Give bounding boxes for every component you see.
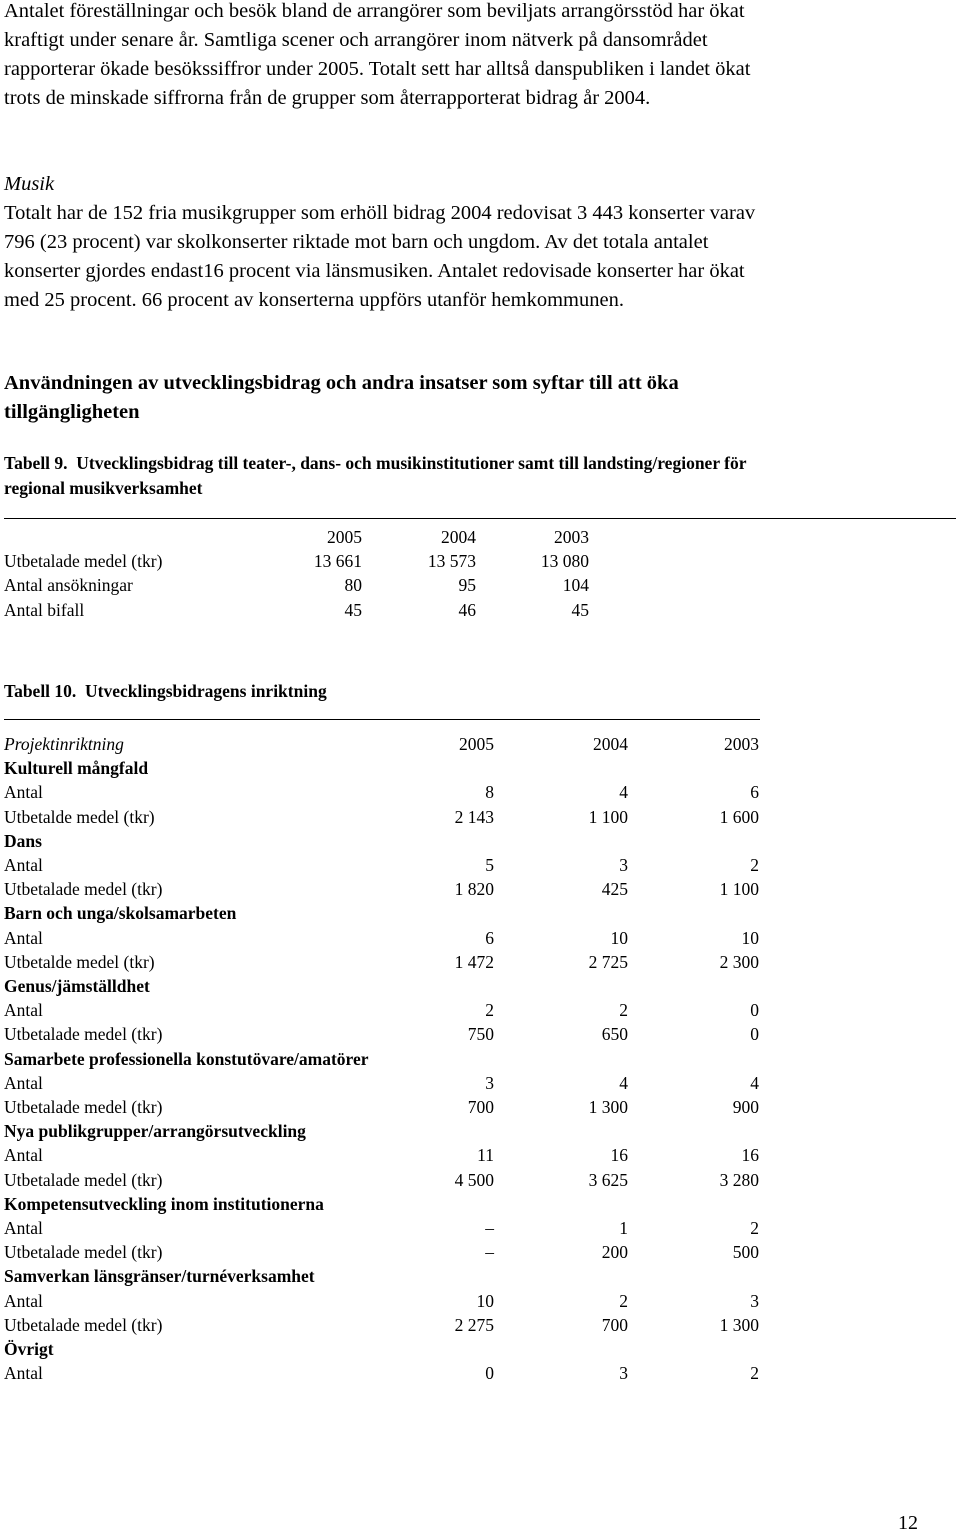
table-cell: 2 <box>485 1000 494 1021</box>
table9-caption <box>4 451 954 501</box>
table-cell: 750 <box>467 1024 494 1045</box>
musik-heading: Musik <box>4 173 55 195</box>
row-label: Antal <box>4 927 43 948</box>
table9 <box>4 525 589 622</box>
row-label: Utbetalade medel (tkr) <box>4 1242 163 1263</box>
table-cell: 95 <box>458 575 476 596</box>
table-row <box>4 549 589 573</box>
table-cell: 5 <box>485 855 494 876</box>
group-heading: Övrigt <box>4 1339 54 1360</box>
group-heading: Genus/jämställdhet <box>4 976 150 997</box>
intro-line: trots de minskade siffrorna från de grupper som återrapporterat bidrag år 2004. <box>4 87 651 109</box>
group-heading: Barn och unga/skolsamarbeten <box>4 903 237 924</box>
table10-label: Tabell 10. <box>4 681 77 701</box>
table-cell: 104 <box>562 575 589 596</box>
table-cell: 2 725 <box>588 951 628 972</box>
table9-title: Utvecklingsbidrag till teater-, dans- och musikinstitutioner samt till landsting/regioner för <box>76 453 747 473</box>
table-cell: 0 <box>485 1363 494 1384</box>
table-cell: 10 <box>610 927 628 948</box>
group-row <box>4 756 759 780</box>
table-header-cell <box>4 525 254 549</box>
table-cell: 6 <box>485 927 494 948</box>
table-cell: 3 280 <box>719 1169 759 1190</box>
table-cell: 16 <box>741 1145 759 1166</box>
group-heading: Kulturell mångfald <box>4 758 149 779</box>
table-cell: 2 <box>619 1290 628 1311</box>
group-heading: Samverkan länsgränser/turnéverksamhet <box>4 1266 315 1287</box>
row-label: Antal <box>4 855 43 876</box>
table-row <box>4 1071 759 1095</box>
row-label: Utbetalde medel (tkr) <box>4 806 155 827</box>
table-cell: 13 573 <box>427 551 476 572</box>
section-heading-line: Användningen av utvecklingsbidrag och andra insatser som syftar till att öka <box>4 372 679 394</box>
group-heading: Samarbete professionella konstutövare/amatörer <box>4 1048 369 1069</box>
row-label: Antal <box>4 1363 43 1384</box>
intro-line: Antalet föreställningar och besök bland de arrangörer som beviljats arrangörsstöd har ökat <box>4 0 745 22</box>
table-cell: 1 100 <box>588 806 628 827</box>
table-cell: 2 300 <box>719 951 759 972</box>
row-label: Antal bifall <box>4 599 85 620</box>
table-cell: 900 <box>732 1097 759 1118</box>
table-row <box>4 1289 759 1313</box>
table9-label: Tabell 9. <box>4 453 68 473</box>
table-row <box>4 1143 759 1167</box>
table-cell: 0 <box>750 1024 759 1045</box>
table-cell: 700 <box>601 1314 628 1335</box>
table-row <box>4 950 759 974</box>
table-cell: 1 <box>619 1218 628 1239</box>
musik-paragraph <box>4 199 954 315</box>
row-label: Utbetalade medel (tkr) <box>4 879 163 900</box>
table-cell: 1 472 <box>454 951 494 972</box>
table10-title: Utvecklingsbidragens inriktning <box>85 681 327 701</box>
table-header-cell: 2005 <box>459 734 494 754</box>
group-heading: Kompetensutveckling inom institutionerna <box>4 1193 324 1214</box>
table-cell: – <box>485 1242 494 1263</box>
table-header-cell: 2004 <box>593 734 628 754</box>
row-label: Utbetalade medel (tkr) <box>4 1024 163 1045</box>
group-heading: Dans <box>4 830 42 851</box>
table-header-row <box>4 732 759 756</box>
table-cell: 4 500 <box>454 1169 494 1190</box>
row-label: Utbetalde medel (tkr) <box>4 951 155 972</box>
table-cell: 200 <box>601 1242 628 1263</box>
table-cell: 2 <box>750 855 759 876</box>
table-header-cell: 2004 <box>441 527 476 547</box>
group-row <box>4 1264 759 1288</box>
section-heading <box>4 369 954 427</box>
table-row <box>4 1168 759 1192</box>
group-heading: Nya publikgrupper/arrangörsutveckling <box>4 1121 306 1142</box>
musik-line: 796 (23 procent) var skolkonserter riktade mot barn och ungdom. Av det totala antalet <box>4 231 709 253</box>
table-cell: 45 <box>344 599 362 620</box>
row-label: Utbetalade medel (tkr) <box>4 1097 163 1118</box>
table-cell: 1 300 <box>588 1097 628 1118</box>
group-row <box>4 1192 759 1216</box>
table10-top-rule <box>4 719 760 720</box>
table-header-cell: 2003 <box>724 734 759 754</box>
table-cell: 13 661 <box>313 551 362 572</box>
table-cell: 10 <box>476 1290 494 1311</box>
table-cell: – <box>485 1218 494 1239</box>
table-cell: 80 <box>344 575 362 596</box>
table-cell: 4 <box>750 1072 759 1093</box>
table-cell: 2 275 <box>454 1314 494 1335</box>
row-label: Antal <box>4 1290 43 1311</box>
group-row <box>4 1047 759 1071</box>
table-cell: 3 <box>619 1363 628 1384</box>
table-cell: 2 <box>619 1000 628 1021</box>
group-row <box>4 829 759 853</box>
table-row <box>4 998 759 1022</box>
musik-line: konserter gjordes endast16 procent via länsmusiken. Antalet redovisade konserter har ökat <box>4 260 745 282</box>
table-cell: 10 <box>741 927 759 948</box>
table-row <box>4 1313 759 1337</box>
table-row <box>4 805 759 829</box>
table-row <box>4 780 759 804</box>
table-cell: 3 <box>750 1290 759 1311</box>
section-heading-line: tillgängligheten <box>4 401 140 423</box>
row-label: Antal <box>4 1072 43 1093</box>
table-cell: 4 <box>619 1072 628 1093</box>
table-cell: 2 <box>750 1363 759 1384</box>
table-cell: 4 <box>619 782 628 803</box>
table-cell: 425 <box>601 879 628 900</box>
table-row <box>4 926 759 950</box>
table-cell: 1 300 <box>719 1314 759 1335</box>
table-header-cell: 2005 <box>327 527 362 547</box>
table-row <box>4 573 589 597</box>
group-row <box>4 901 759 925</box>
page-number: 12 <box>898 1512 918 1534</box>
group-row <box>4 1119 759 1143</box>
table-cell: 2 <box>750 1218 759 1239</box>
row-label: Utbetalade medel (tkr) <box>4 1314 163 1335</box>
row-label: Utbetalade medel (tkr) <box>4 1169 163 1190</box>
group-row <box>4 974 759 998</box>
table-cell: 3 <box>485 1072 494 1093</box>
row-label: Antal <box>4 1000 43 1021</box>
table-cell: 1 820 <box>454 879 494 900</box>
group-row <box>4 1337 759 1361</box>
table-cell: 45 <box>571 599 589 620</box>
table-cell: 2 143 <box>454 806 494 827</box>
table10 <box>4 732 759 1385</box>
table10-caption <box>4 679 954 704</box>
table-cell: 8 <box>485 782 494 803</box>
table-row <box>4 1095 759 1119</box>
table-cell: 6 <box>750 782 759 803</box>
table-row <box>4 1361 759 1385</box>
table-row <box>4 1022 759 1046</box>
table9-top-rule <box>4 518 956 519</box>
table-row <box>4 853 759 877</box>
intro-paragraph <box>4 0 954 113</box>
table-cell: 1 600 <box>719 806 759 827</box>
table-cell: 16 <box>610 1145 628 1166</box>
row-label: Antal <box>4 782 43 803</box>
table-row <box>4 1216 759 1240</box>
table-header-cell: Projektinriktning <box>4 734 124 754</box>
table-row <box>4 877 759 901</box>
table-cell: 3 625 <box>588 1169 628 1190</box>
table-header-row <box>4 525 589 549</box>
table-cell: 3 <box>619 855 628 876</box>
table-cell: 0 <box>750 1000 759 1021</box>
row-label: Antal <box>4 1145 43 1166</box>
table-cell: 46 <box>458 599 476 620</box>
table-row <box>4 1240 759 1264</box>
table-cell: 700 <box>467 1097 494 1118</box>
table9-title-cont: regional musikverksamhet <box>4 478 203 498</box>
row-label: Utbetalade medel (tkr) <box>4 551 163 572</box>
table-cell: 650 <box>601 1024 628 1045</box>
musik-line: Totalt har de 152 fria musikgrupper som erhöll bidrag 2004 redovisat 3 443 konserter varav <box>4 202 756 224</box>
table-cell: 13 080 <box>540 551 589 572</box>
row-label: Antal <box>4 1218 43 1239</box>
table-cell: 500 <box>732 1242 759 1263</box>
table-row <box>4 598 589 622</box>
intro-line: rapporterar ökade besökssiffror under 2005. Totalt sett har alltså danspubliken i landet ökat <box>4 58 751 80</box>
musik-line: med 25 procent. 66 procent av konserterna uppförs utanför hemkommunen. <box>4 289 624 311</box>
row-label: Antal ansökningar <box>4 575 133 596</box>
table-header-cell: 2003 <box>554 527 589 547</box>
intro-line: kraftigt under senare år. Samtliga scener och arrangörer inom nätverk på dansområdet <box>4 29 708 51</box>
table-cell: 1 100 <box>719 879 759 900</box>
table-cell: 11 <box>477 1145 494 1166</box>
